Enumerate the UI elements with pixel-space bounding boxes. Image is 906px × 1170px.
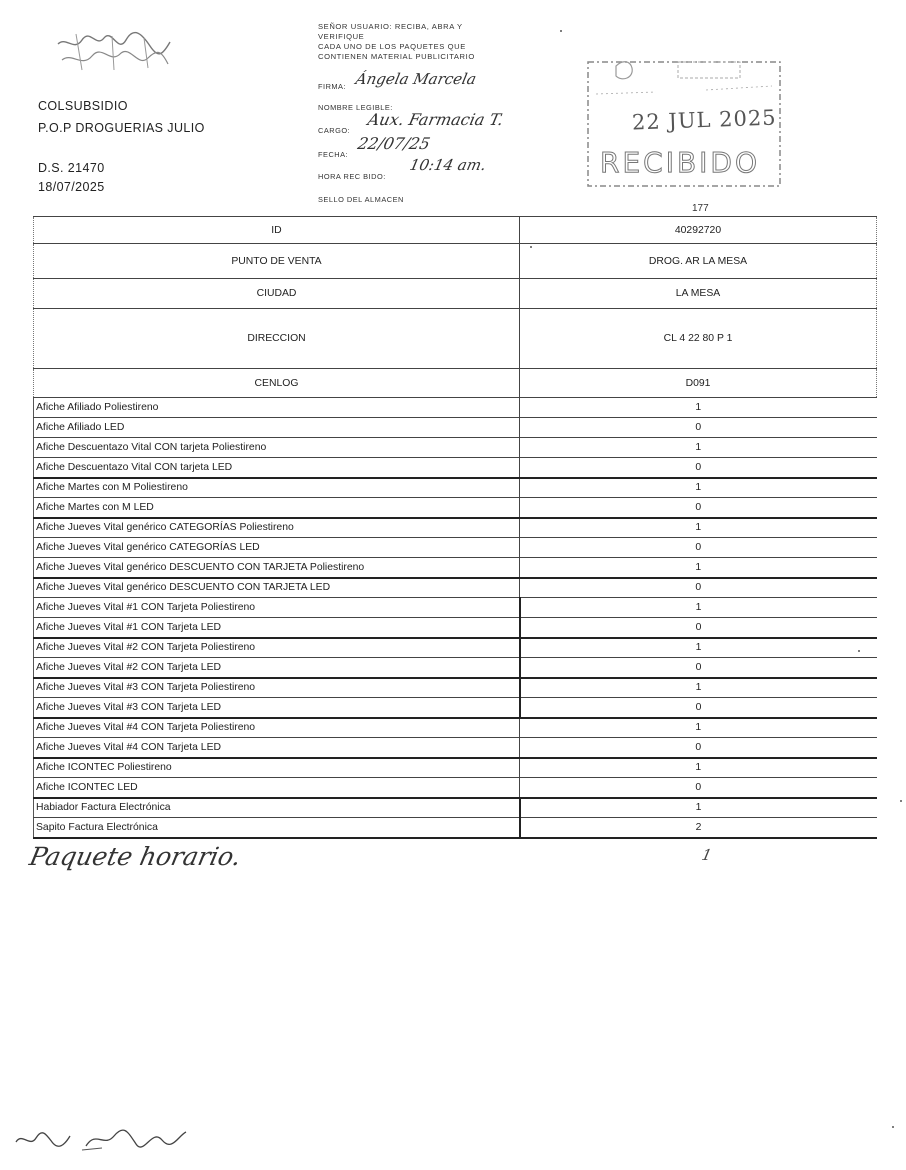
item-qty: 1 (520, 438, 877, 458)
item-name: Afiche Jueves Vital #4 CON Tarjeta Poliestireno (34, 718, 520, 738)
item-qty: 1 (520, 598, 877, 618)
hora-label: HORA REC BIDO: (318, 172, 386, 181)
item-row (34, 438, 877, 458)
nombre-label: NOMBRE LEGIBLE: (318, 103, 393, 112)
item-name: Afiche Jueves Vital #1 CON Tarjeta Poliestireno (34, 598, 520, 618)
item-qty: 0 (520, 618, 877, 638)
received-stamp (586, 56, 782, 190)
item-qty: 0 (520, 658, 877, 678)
handwritten-tick: 1 (700, 846, 714, 864)
item-qty: 1 (520, 718, 877, 738)
item-name: Afiche Jueves Vital #3 CON Tarjeta LED (34, 698, 520, 718)
fecha-label: FECHA: (318, 150, 349, 159)
info-row-ciudad (34, 279, 877, 309)
item-row (34, 718, 877, 738)
item-qty: 1 (520, 678, 877, 698)
item-row (34, 798, 877, 818)
info-label: PUNTO DE VENTA (34, 244, 520, 279)
notice-line: CADA UNO DE LOS PAQUETES QUE (318, 42, 466, 51)
item-qty: 2 (520, 818, 877, 838)
info-value: D091 (520, 369, 877, 398)
info-label: CIUDAD (34, 279, 520, 309)
item-row (34, 778, 877, 798)
item-row (34, 538, 877, 558)
info-row-id (34, 217, 877, 244)
info-row-cenlog (34, 369, 877, 398)
item-name: Afiche Jueves Vital #2 CON Tarjeta LED (34, 658, 520, 678)
info-row-direccion (34, 309, 877, 369)
info-value: LA MESA (520, 279, 877, 309)
item-row (34, 658, 877, 678)
info-value: DROG. AR LA MESA (520, 244, 877, 279)
item-name: Afiche Jueves Vital #2 CON Tarjeta Poliestireno (34, 638, 520, 658)
item-row (34, 618, 877, 638)
item-name: Afiche Jueves Vital genérico CATEGORÍAS LED (34, 538, 520, 558)
item-row (34, 698, 877, 718)
stamp-word: RECIBIDO (600, 146, 761, 179)
item-row (34, 518, 877, 538)
ds-number: D.S. 21470 (38, 161, 105, 175)
item-qty: 0 (520, 458, 877, 478)
item-qty: 0 (520, 538, 877, 558)
item-qty: 0 (520, 418, 877, 438)
delivery-table (33, 216, 877, 839)
company-department: P.O.P DROGUERIAS JULIO (38, 121, 205, 135)
notice-line: SEÑOR USUARIO: RECIBA, ABRA Y (318, 22, 463, 31)
item-qty: 0 (520, 738, 877, 758)
item-row (34, 578, 877, 598)
stamp-date: 22 JUL 2025 (631, 105, 777, 135)
company-logo-scribble (52, 30, 174, 76)
item-row (34, 758, 877, 778)
item-name: Afiche Jueves Vital #3 CON Tarjeta Poliestireno (34, 678, 520, 698)
bottom-signature (12, 1122, 190, 1156)
item-name: Afiche Jueves Vital #1 CON Tarjeta LED (34, 618, 520, 638)
item-row (34, 738, 877, 758)
receipt-notice (318, 22, 518, 62)
info-value: CL 4 22 80 P 1 (520, 309, 877, 369)
fecha-handwritten: 22/07/25 (355, 134, 432, 153)
item-name: Afiche Jueves Vital genérico CATEGORÍAS Poliestireno (34, 518, 520, 538)
item-qty: 0 (520, 698, 877, 718)
info-label: CENLOG (34, 369, 520, 398)
item-qty: 0 (520, 498, 877, 518)
document-sequence-number: 177 (692, 203, 709, 214)
item-row (34, 458, 877, 478)
info-value: 40292720 (520, 217, 877, 244)
item-name: Afiche Afiliado LED (34, 418, 520, 438)
hora-handwritten: 10:14 am. (408, 156, 488, 174)
item-name: Afiche Descuentazo Vital CON tarjeta Poliestireno (34, 438, 520, 458)
company-name: COLSUBSIDIO (38, 99, 128, 113)
item-row (34, 398, 877, 418)
scan-speck (560, 30, 562, 32)
handwritten-note: Paquete horario. (26, 842, 244, 871)
item-name: Afiche ICONTEC LED (34, 778, 520, 798)
item-row (34, 818, 877, 838)
item-name: Afiche Martes con M LED (34, 498, 520, 518)
item-qty: 1 (520, 638, 877, 658)
item-name: Afiche Jueves Vital #4 CON Tarjeta LED (34, 738, 520, 758)
scan-speck (892, 1126, 894, 1128)
item-row (34, 498, 877, 518)
item-row (34, 638, 877, 658)
sello-label: SELLO DEL ALMACEN (318, 195, 404, 204)
item-qty: 0 (520, 778, 877, 798)
item-qty: 1 (520, 558, 877, 578)
item-row (34, 678, 877, 698)
item-qty: 1 (520, 478, 877, 498)
item-name: Afiche Martes con M Poliestireno (34, 478, 520, 498)
item-name: Afiche Afiliado Poliestireno (34, 398, 520, 418)
notice-line: VERIFIQUE (318, 32, 365, 41)
item-name: Afiche ICONTEC Poliestireno (34, 758, 520, 778)
firma-label: FIRMA: (318, 82, 347, 91)
firma-handwritten: Ángela Marcela (354, 70, 478, 88)
item-qty: 1 (520, 758, 877, 778)
item-name: Afiche Jueves Vital genérico DESCUENTO CON TARJETA LED (34, 578, 520, 598)
item-row (34, 558, 877, 578)
item-qty: 1 (520, 398, 877, 418)
cargo-handwritten: Aux. Farmacia T. (365, 110, 506, 129)
scan-speck (900, 800, 902, 802)
document-date: 18/07/2025 (38, 180, 105, 194)
item-name: Afiche Descuentazo Vital CON tarjeta LED (34, 458, 520, 478)
notice-line: CONTIENEN MATERIAL PUBLICITARIO (318, 52, 475, 61)
info-label: DIRECCION (34, 309, 520, 369)
item-qty: 1 (520, 798, 877, 818)
cargo-label: CARGO: (318, 126, 351, 135)
item-name: Habiador Factura Electrónica (34, 798, 520, 818)
item-qty: 1 (520, 518, 877, 538)
scan-speck (858, 650, 860, 652)
item-name: Sapito Factura Electrónica (34, 818, 520, 838)
item-row (34, 418, 877, 438)
item-row (34, 598, 877, 618)
item-name: Afiche Jueves Vital genérico DESCUENTO CON TARJETA Poliestireno (34, 558, 520, 578)
info-label: ID (34, 217, 520, 244)
item-qty: 0 (520, 578, 877, 598)
scan-speck (530, 246, 532, 248)
item-row (34, 478, 877, 498)
info-row-punto-de-venta (34, 244, 877, 279)
